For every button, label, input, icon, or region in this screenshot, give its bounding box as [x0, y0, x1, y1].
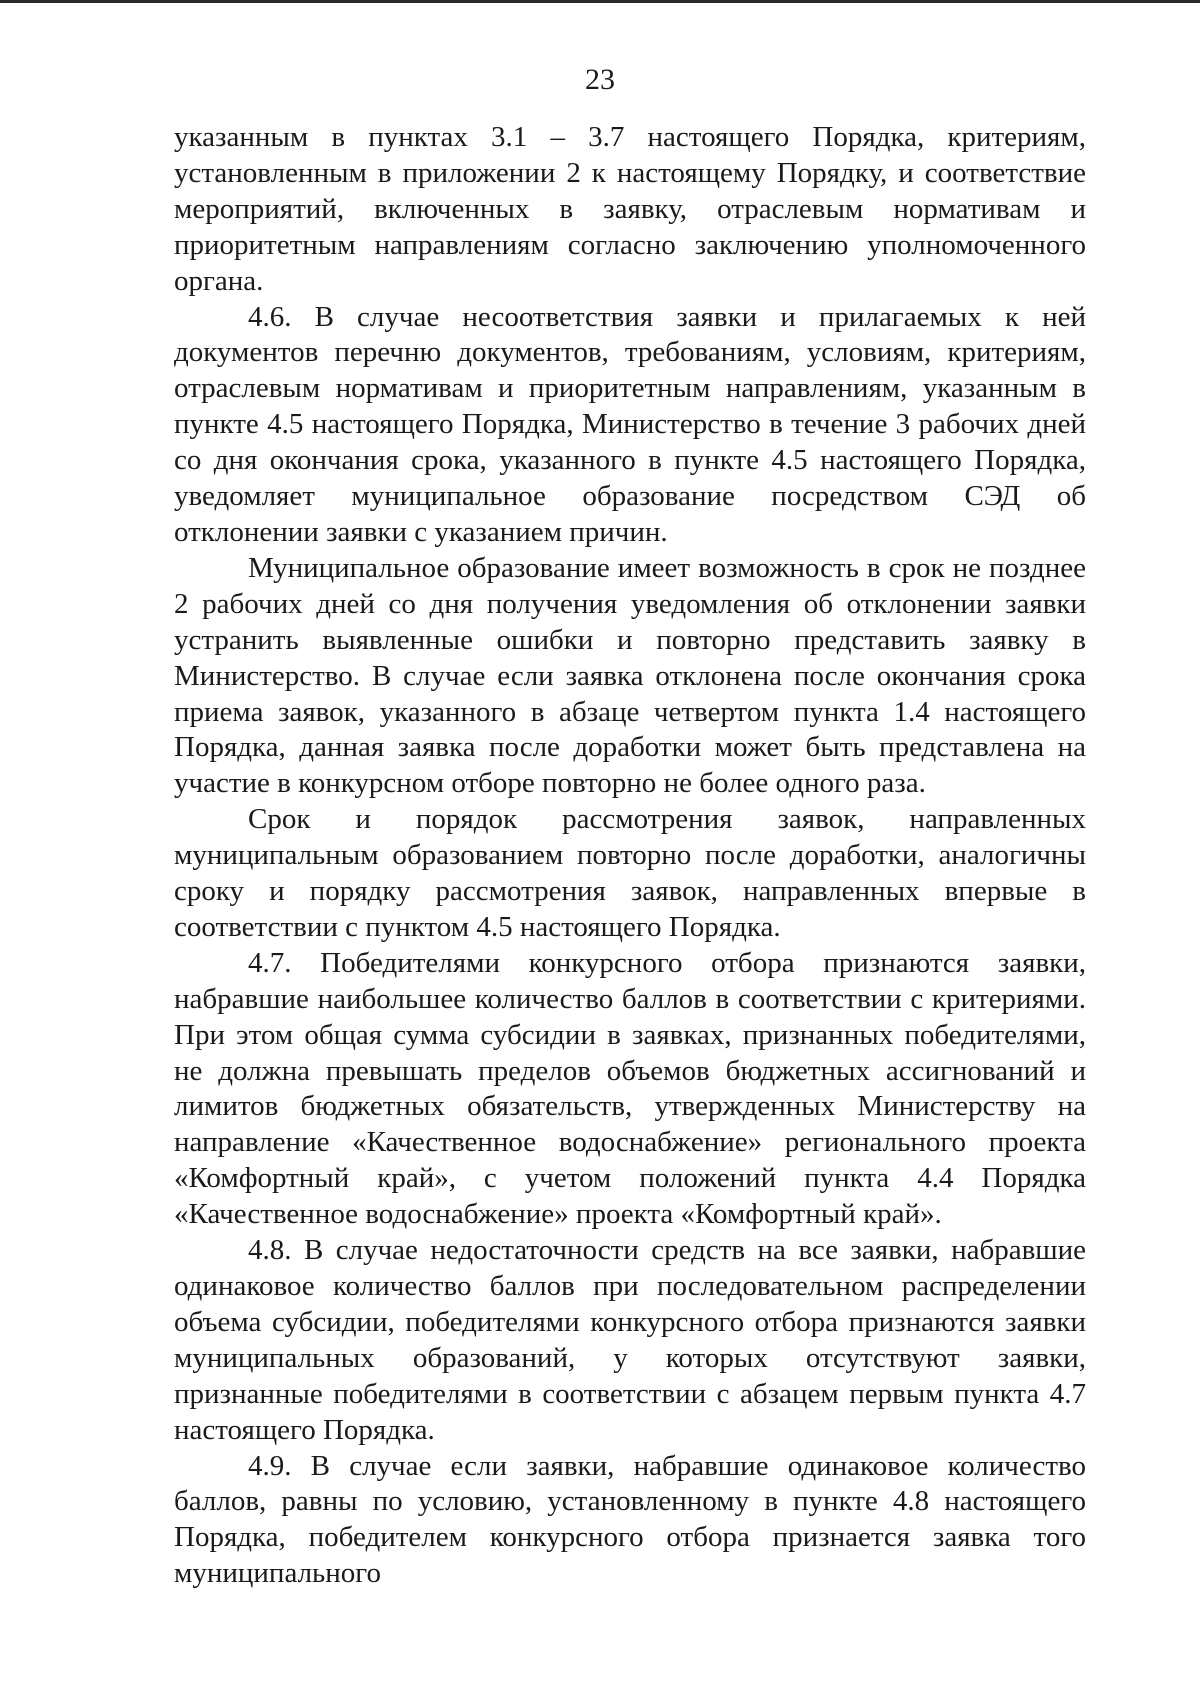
document-body — [174, 120, 1086, 1592]
top-border-line — [0, 0, 1200, 3]
paragraph: Срок и порядок рассмотрения заявок, направленных муниципальным образованием повторно после доработки, аналогичны сроку и порядку рассмотрения заявок, направленных впервые в соответствии с пунктом 4.5 настоящего Порядка. — [174, 803, 1086, 943]
paragraph: указанным в пунктах 3.1 – 3.7 настоящего Порядка, критериям, установленным в приложении 2 к настоящему Порядку, и соответствие мероприятий, включенных в заявку, отраслевым нормативам и приоритетным направлениям согласно заключению уполномоченного органа. — [174, 121, 1086, 297]
paragraph: 4.8. В случае недостаточности средств на все заявки, набравшие одинаковое количество баллов при последовательном распределении объема субсидии, победителями конкурсного отбора признаются заявки муниципальных образований, у которых отсутствуют заявки, признанные победителями в соответствии с абзацем первым пункта 4.7 настоящего Порядка. — [174, 1234, 1086, 1446]
paragraph: Муниципальное образование имеет возможность в срок не позднее 2 рабочих дней со дня получения уведомления об отклонении заявки устранить выявленные ошибки и повторно представить заявку в Министерство. В случае если заявка отклонена после окончания срока приема заявок, указанного в абзаце четвертом пункта 1.4 настоящего Порядка, данная заявка после доработки может быть представлена на участие в конкурсном отборе повторно не более одного раза. — [174, 551, 1086, 800]
paragraph: 4.6. В случае несоответствия заявки и прилагаемых к ней документов перечню документов, требованиям, условиям, критериям, отраслевым нормативам и приоритетным направлениям, указанным в пункте 4.5 настоящего Порядка, Министерство в течение 3 рабочих дней со дня окончания срока, указанного в пункте 4.5 настоящего Порядка, уведомляет муниципальное образование посредством СЭД об отклонении заявки с указанием причин. — [174, 300, 1086, 548]
paragraph: 4.9. В случае если заявки, набравшие одинаковое количество баллов, равны по условию, установленному в пункте 4.8 настоящего Порядка, победителем конкурсного отбора признается заявка того муниципального — [174, 1449, 1086, 1590]
paragraph: 4.7. Победителями конкурсного отбора признаются заявки, набравшие наибольшее количество баллов в соответствии с критериями. При этом общая сумма субсидии в заявках, признанных победителями, не должна превышать пределов объемов бюджетных ассигнований и лимитов бюджетных обязательств, утвержденных Министерству на направление «Качественное водоснабжение» регионального проекта «Комфортный край», с учетом положений пункта 4.4 Порядка «Качественное водоснабжение» проекта «Комфортный край». — [174, 946, 1086, 1231]
page-number: 23 — [585, 63, 615, 96]
